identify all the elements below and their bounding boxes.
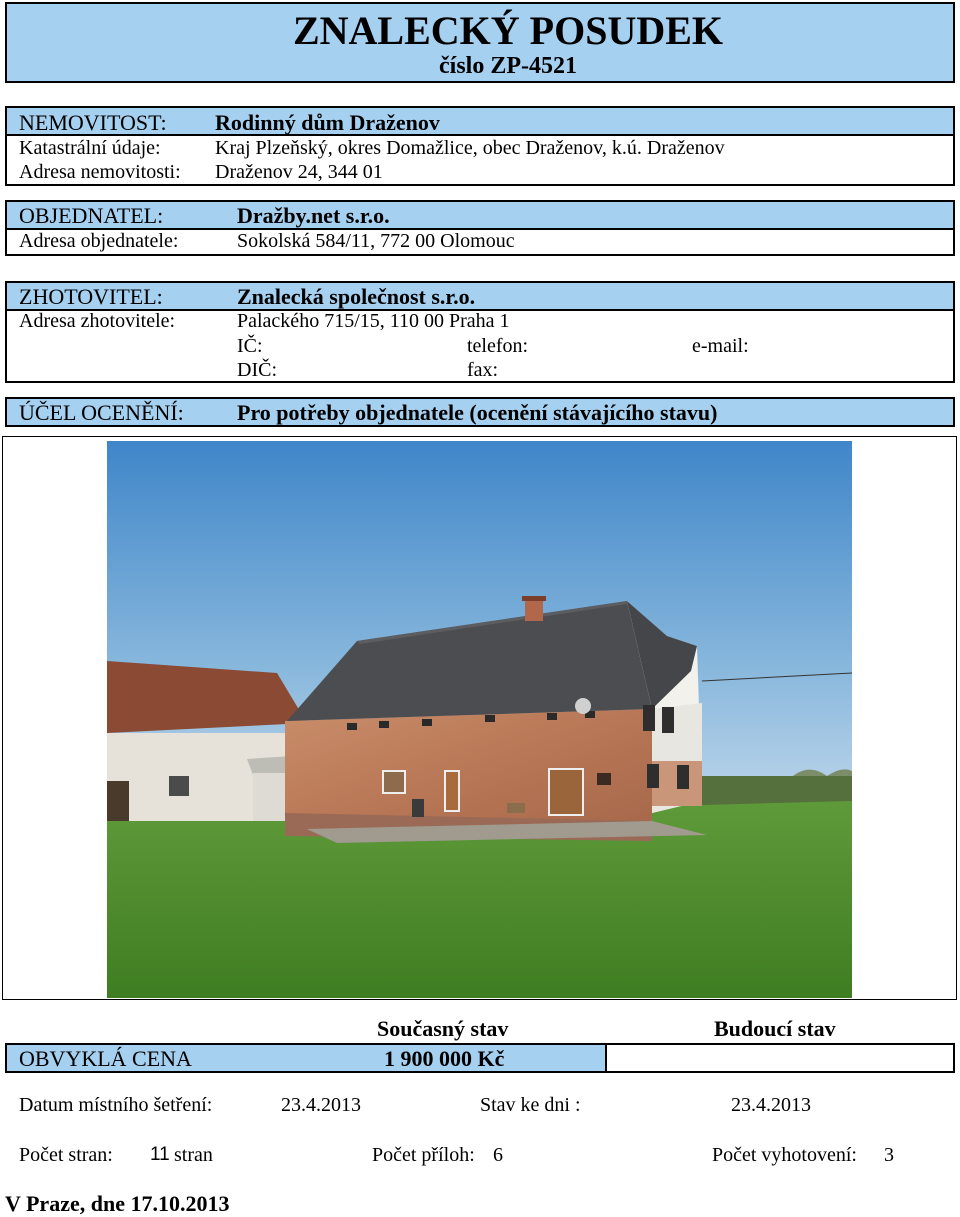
copies-value: 3 bbox=[884, 1144, 894, 1166]
contractor-address-label: Adresa zhotovitele: bbox=[19, 310, 176, 332]
page-count-value: 11 bbox=[150, 1144, 170, 1165]
purpose-label: ÚČEL OCENĚNÍ: bbox=[19, 400, 184, 425]
page-count-unit: stran bbox=[174, 1144, 213, 1166]
usual-price-label: OBVYKLÁ CENA bbox=[19, 1046, 192, 1071]
client-address-value: Sokolská 584/11, 772 00 Olomouc bbox=[237, 230, 515, 252]
usual-price-value: 1 900 000 Kč bbox=[384, 1046, 505, 1071]
document-title: ZNALECKÝ POSUDEK bbox=[292, 8, 724, 53]
email-label: e-mail: bbox=[692, 335, 749, 357]
purpose-value: Pro potřeby objednatele (ocenění stávajícího stavu) bbox=[237, 400, 718, 425]
state-date-value: 23.4.2013 bbox=[731, 1094, 811, 1116]
contractor-label: ZHOTOVITEL: bbox=[19, 284, 163, 309]
copies-label: Počet vyhotovení: bbox=[712, 1144, 857, 1166]
property-name: Rodinný dům Draženov bbox=[215, 110, 440, 135]
attachments-value: 6 bbox=[493, 1144, 503, 1166]
house-photo-illustration bbox=[107, 441, 852, 998]
current-state-header: Současný stav bbox=[377, 1016, 509, 1041]
document-number: číslo ZP-4521 bbox=[439, 53, 577, 79]
place-and-date: V Praze, dne 17.10.2013 bbox=[5, 1191, 230, 1216]
client-name: Dražby.net s.r.o. bbox=[237, 203, 390, 228]
inspection-date-label: Datum místního šetření: bbox=[19, 1094, 213, 1116]
property-label: NEMOVITOST: bbox=[19, 110, 167, 135]
ic-label: IČ: bbox=[237, 335, 263, 357]
property-address-value: Draženov 24, 344 01 bbox=[215, 161, 383, 183]
inspection-date-value: 23.4.2013 bbox=[281, 1094, 361, 1116]
contractor-underline bbox=[233, 381, 693, 383]
contractor-name: Znalecká společnost s.r.o. bbox=[237, 284, 476, 309]
future-state-header: Budoucí stav bbox=[714, 1016, 836, 1041]
page-count-label: Počet stran: bbox=[19, 1144, 113, 1166]
cadastral-label: Katastrální údaje: bbox=[19, 137, 161, 159]
client-address-label: Adresa objednatele: bbox=[19, 230, 179, 252]
price-row-divider bbox=[605, 1045, 607, 1071]
state-date-label: Stav ke dni : bbox=[480, 1094, 581, 1116]
property-address-label: Adresa nemovitosti: bbox=[19, 161, 181, 183]
fax-label: fax: bbox=[467, 359, 499, 381]
cadastral-value: Kraj Plzeňský, okres Domažlice, obec Draženov, k.ú. Draženov bbox=[215, 137, 725, 159]
dic-label: DIČ: bbox=[237, 359, 277, 381]
contractor-address-value: Palackého 715/15, 110 00 Praha 1 bbox=[237, 310, 510, 332]
attachments-label: Počet příloh: bbox=[372, 1144, 475, 1166]
phone-label: telefon: bbox=[467, 335, 529, 357]
title-banner bbox=[5, 2, 955, 83]
client-label: OBJEDNATEL: bbox=[19, 203, 164, 228]
property-photo bbox=[107, 441, 852, 998]
